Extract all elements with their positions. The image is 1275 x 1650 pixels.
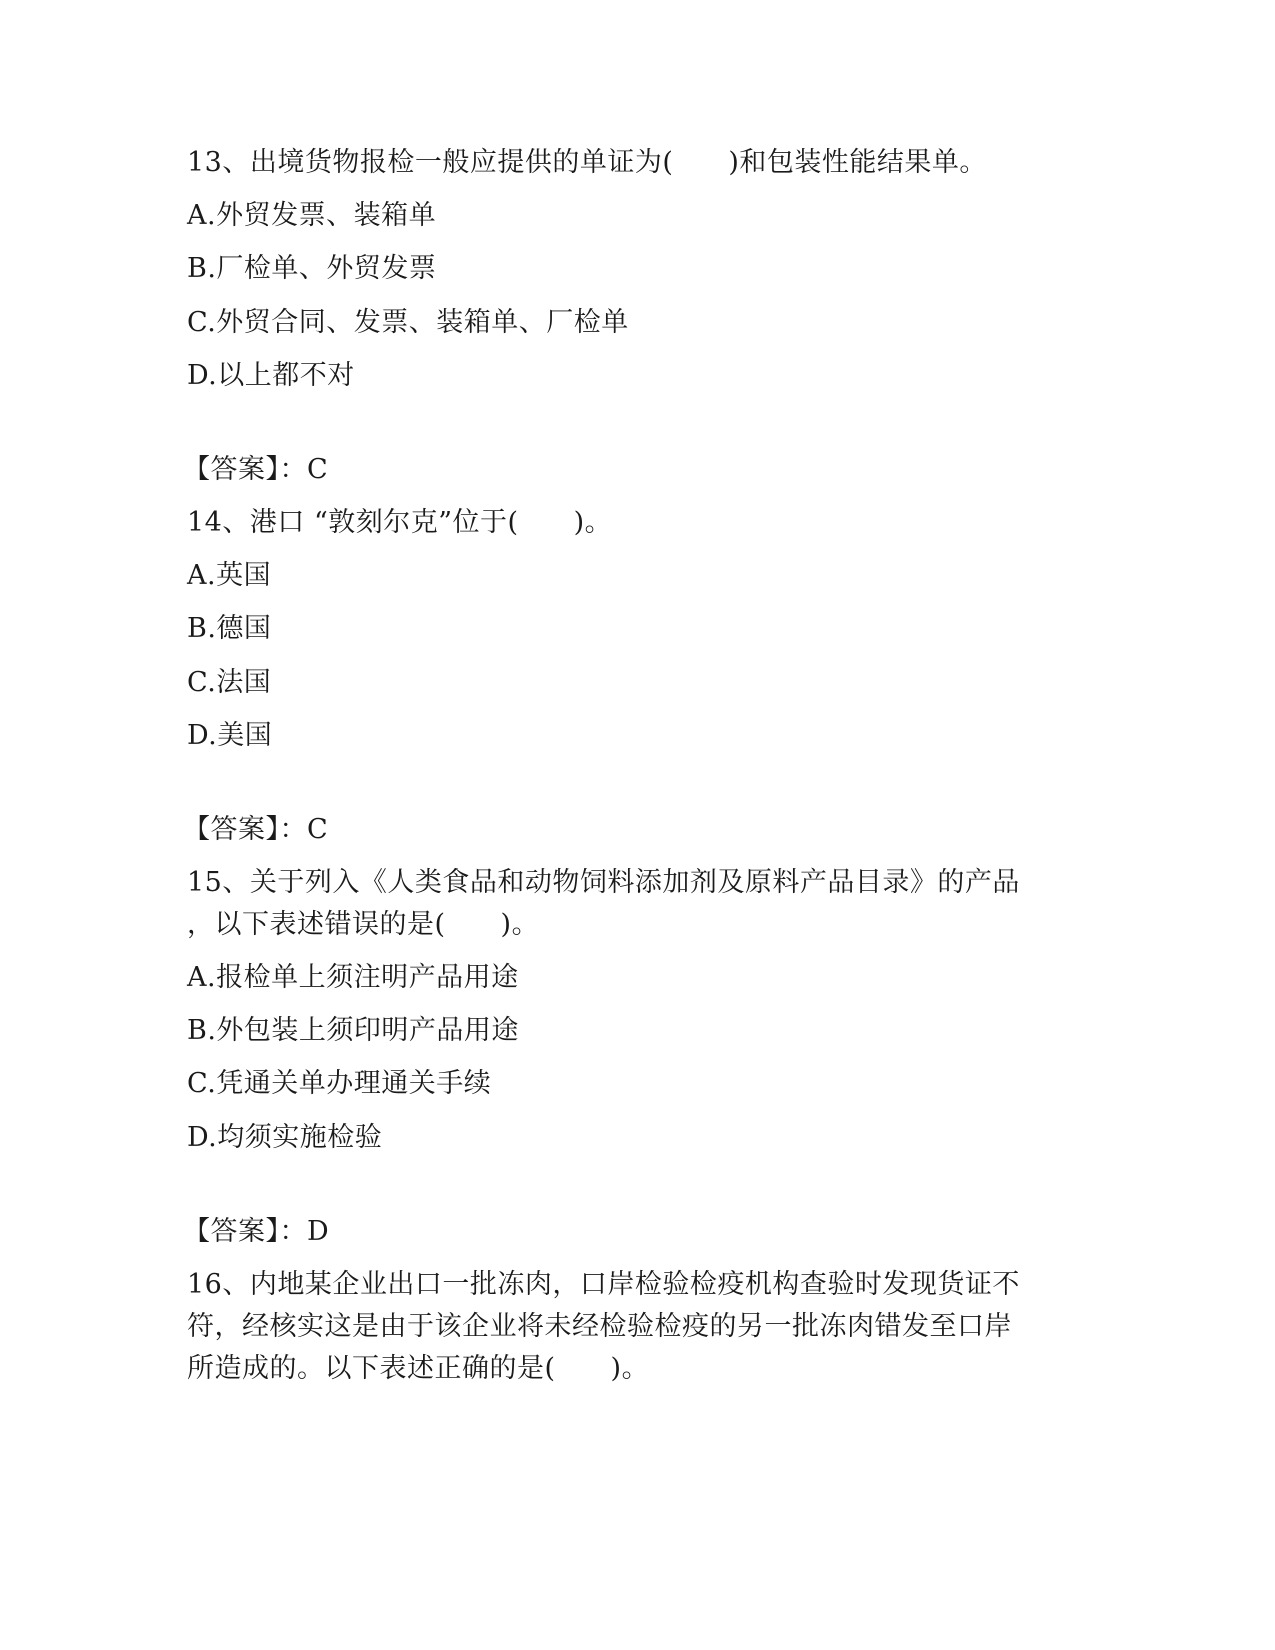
question-13-option-b: B.厂检单、外贸发票 (187, 253, 437, 284)
question-14-option-b: B.德国 (187, 613, 272, 644)
question-14-answer: 【答案】：C (183, 814, 329, 845)
question-13-option-a: A.外贸发票、装箱单 (187, 200, 437, 231)
question-15-option-d: D.均须实施检验 (187, 1122, 383, 1153)
question-15-answer: 【答案】：D (183, 1216, 330, 1247)
question-16-stem-line-2: 符，经核实这是由于该企业将未经检验检疫的另一批冻肉错发至口岸 (187, 1311, 1012, 1342)
question-14-stem: 14、港口 “敦刻尔克”位于( )。 (187, 507, 613, 538)
question-14-option-a: A.英国 (187, 560, 272, 591)
question-13-option-c: C.外贸合同、发票、装箱单、厂检单 (187, 307, 629, 338)
question-15-option-c: C.凭通关单办理通关手续 (187, 1068, 492, 1099)
question-14-option-c: C.法国 (187, 667, 272, 698)
question-15-option-b: B.外包装上须印明产品用途 (187, 1015, 519, 1046)
question-13-option-d: D.以上都不对 (187, 360, 355, 391)
question-13-stem: 13、出境货物报检一般应提供的单证为( )和包装性能结果单。 (187, 147, 987, 178)
question-15-stem-line-1: 15、关于列入《人类食品和动物饲料添加剂及原料产品目录》的产品 (187, 867, 1020, 898)
question-13-answer: 【答案】：C (183, 454, 329, 485)
question-14-option-d: D.美国 (187, 720, 273, 751)
question-15-option-a: A.报检单上须注明产品用途 (187, 962, 519, 993)
question-16-stem-line-1: 16、内地某企业出口一批冻肉，口岸检验检疫机构查验时发现货证不 (187, 1269, 1020, 1300)
question-16-stem-line-3: 所造成的。以下表述正确的是( )。 (187, 1353, 650, 1384)
question-15-stem-line-2: ，以下表述错误的是( )。 (187, 909, 540, 940)
